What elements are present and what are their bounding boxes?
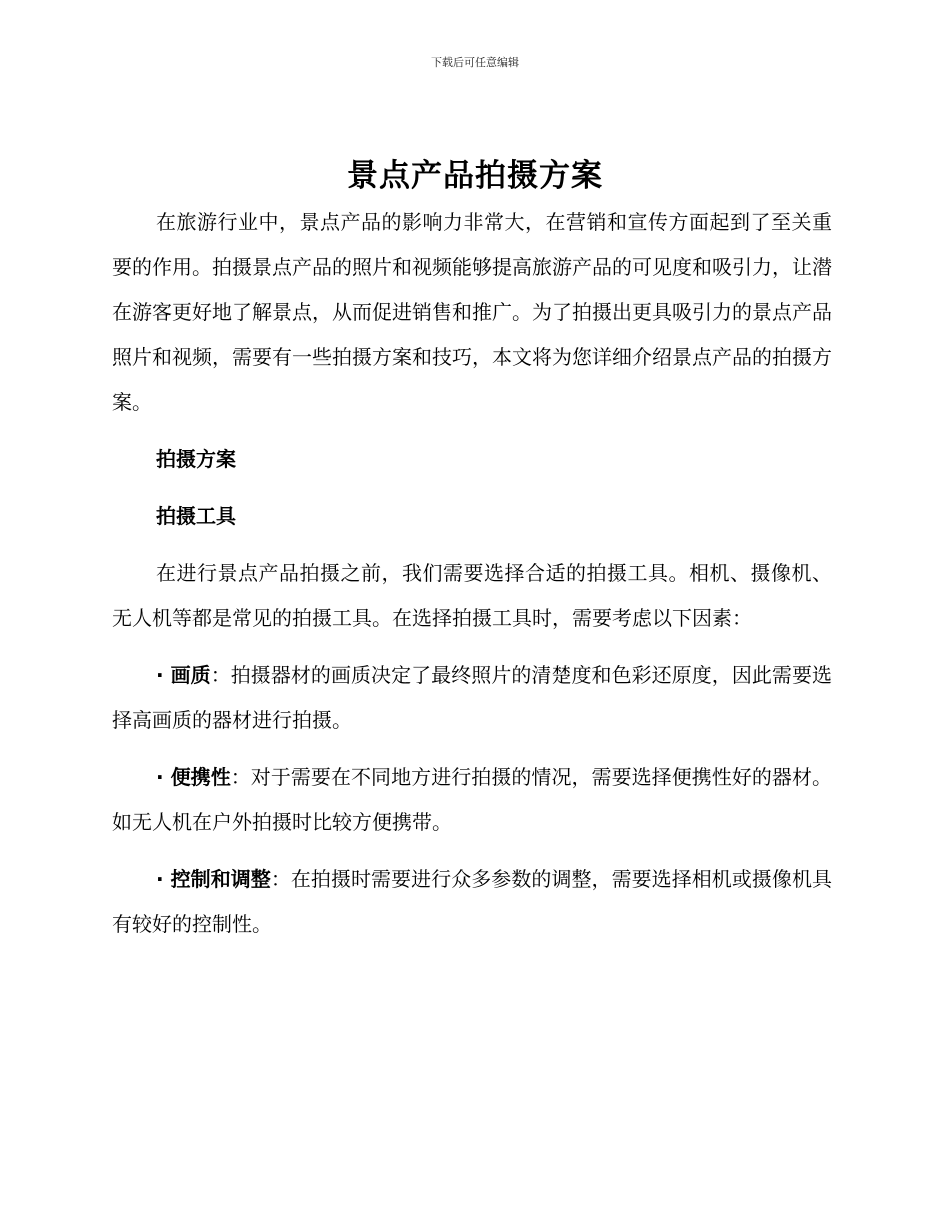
intro-paragraph: 在旅游行业中，景点产品的影响力非常大，在营销和宣传方面起到了至关重要的作用。拍摄景点产品的照片和视频能够提高旅游产品的可见度和吸引力，让潜在游客更好地了解景点，从而促进销售和推广。为了拍摄出更具吸引力的景点产品照片和视频，需要有一些拍摄方案和技巧，本文将为您详细介绍景点产品的拍摄方案。 (112, 210, 832, 414)
bullet-text: 在拍摄时需要进行众多参数的调整，需要选择相机或摄像机具有较好的控制性。 (112, 867, 833, 936)
document-body (112, 200, 832, 959)
bullet-marker: · (156, 765, 171, 789)
subsection-heading: 拍摄工具 (156, 504, 236, 528)
bullet-item-quality (112, 653, 832, 743)
bullet-term: 画质 (170, 663, 211, 687)
section-heading: 拍摄方案 (156, 447, 236, 471)
bullet-term: 便携性 (170, 765, 231, 789)
document-title: 景点产品拍摄方案 (347, 158, 603, 194)
bullet-separator: ： (210, 663, 231, 687)
bullet-separator: ： (230, 765, 251, 789)
bullet-text: 对于需要在不同地方进行拍摄的情况，需要选择便携性好的器材。如无人机在户外拍摄时比较方便携带。 (112, 765, 833, 834)
header-note: 下载后可任意编辑 (431, 56, 519, 69)
tools-intro-paragraph: 在进行景点产品拍摄之前，我们需要选择合适的拍摄工具。相机、摄像机、无人机等都是常见的拍摄工具。在选择拍摄工具时，需要考虑以下因素： (112, 561, 832, 630)
bullet-item-control (112, 857, 832, 947)
bullet-separator: ： (270, 867, 291, 891)
bullet-item-portability (112, 755, 832, 845)
bullet-text: 拍摄器材的画质决定了最终照片的清楚度和色彩还原度，因此需要选择高画质的器材进行拍摄。 (112, 663, 833, 732)
bullet-marker: · (156, 663, 171, 687)
bullet-term: 控制和调整 (170, 867, 271, 891)
bullet-marker: · (156, 867, 171, 891)
